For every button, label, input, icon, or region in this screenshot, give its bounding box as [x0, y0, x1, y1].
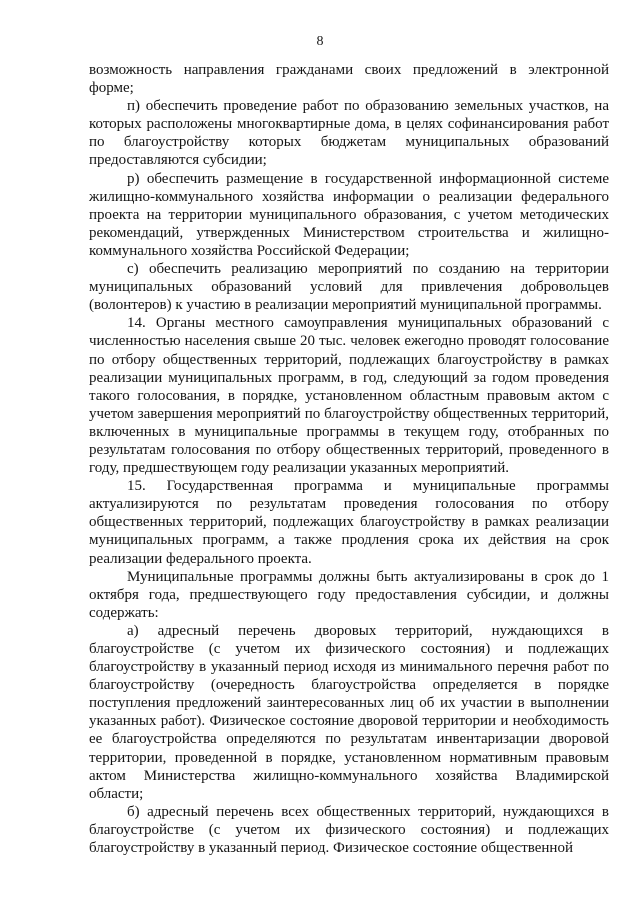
document-body [89, 61, 609, 857]
paragraph-item-r: р) обеспечить размещение в государственной информационной системе жилищно-коммунального хозяйства информации о реализации федерального проекта на территории муниципального образования, с учетом методических рекомендаций, утвержденных Министерством строительства и жилищно-коммунального хозяйства Российской Федерации; [89, 170, 609, 259]
page-number: 8 [316, 34, 324, 49]
paragraph-item-s: с) обеспечить реализацию мероприятий по созданию на территории муниципальных образований условий для привлечения добровольцев (волонтеров) к участию в реализации мероприятий муниципальной программы. [89, 261, 609, 314]
paragraph-item-b: б) адресный перечень всех общественных территорий, нуждающихся в благоустройстве (с учетом их физического состояния) и подлежащих благоустройству в указанный период. Физическое состояние общественной [89, 803, 609, 857]
paragraph-item-p: п) обеспечить проведение работ по образованию земельных участков, на которых расположены многоквартирные дома, в целях софинансирования работ по благоустройству которых бюджетам муниципальных образований предоставляются субсидии; [89, 98, 609, 169]
paragraph-programs-update: Муниципальные программы должны быть актуализированы в срок до 1 октября года, предшествующего году предоставления субсидии, и должны содержать: [89, 568, 609, 621]
paragraph-continuation: возможность направления гражданами своих предложений в электронной форме; [89, 62, 609, 97]
paragraph-clause-15: 15. Государственная программа и муниципальные программы актуализируются по результатам проведения голосования по отбору общественных территорий, подлежащих благоустройству в рамках реализации муниципальных программ, а также продления срока их действия на срок реализации федерального проекта. [89, 478, 609, 567]
paragraph-clause-14: 14. Органы местного самоуправления муниципальных образований с численностью населения свыше 20 тыс. человек ежегодно проводят голосование по отбору общественных территорий, подлежащих благоустройству в рамках реализации муниципальных программ, в год, следующий за годом проведения такого голосования, в порядке, установленном областным правовым актом с учетом завершения мероприятий по благоустройству общественных территорий, включенных в муниципальные программы в текущем году, отобранных по результатам голосования по отбору общественных территорий, проведенного в году, предшествующем году реализации указанных мероприятий. [89, 315, 609, 477]
paragraph-item-a: а) адресный перечень дворовых территорий, нуждающихся в благоустройстве (с учетом их физического состояния) и подлежащих благоустройству в указанный период исходя из минимального перечня работ по благоустройству (очередность благоустройства определяется в порядке поступления предложений заинтересованных лиц об их участии в выполнении указанных работ). Физическое состояние дворовой территории и необходимость ее благоустройства определяются по результатам инвентаризации дворовой территории, проведенной в порядке, установленном нормативным правовым актом Министерства жилищно-коммунального хозяйства Владимирской области; [89, 622, 609, 802]
